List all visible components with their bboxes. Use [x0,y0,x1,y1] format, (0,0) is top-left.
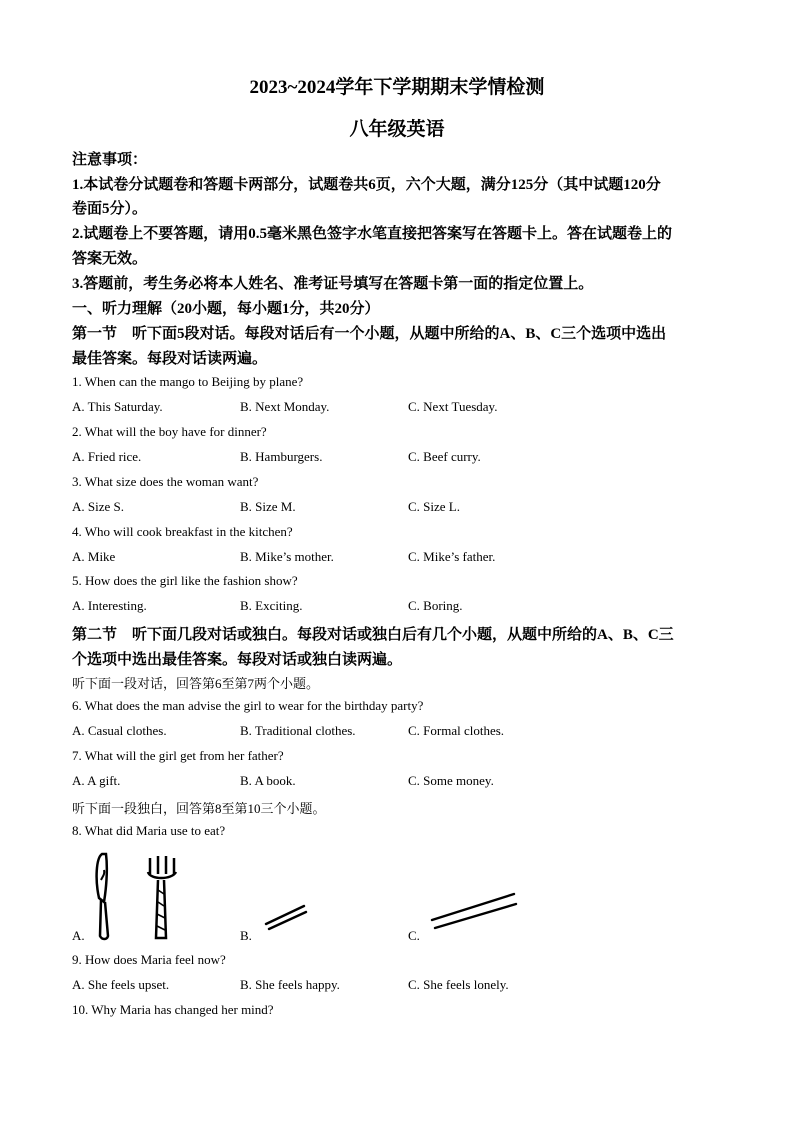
option-a: A. Interesting. [72,598,147,613]
question-text: 10. Why Maria has changed her mind? [72,1002,274,1017]
option-c: C. Size L. [408,499,460,514]
option-a: A. This Saturday. [72,399,163,414]
option-a: A. Mike [72,549,116,564]
option-c: C. Some money. [408,773,494,788]
page-subtitle: 八年级英语 [349,119,445,140]
option-c: C. Boring. [408,598,463,613]
option-a: A. Size S. [72,499,124,514]
question-text: 9. How does Maria feel now? [72,952,226,967]
short-chopsticks-icon [262,900,312,932]
listening-instruction: 听下面一段独白，回答第8至第10三个小题。 [72,801,326,816]
option-b: B. Next Monday. [240,399,330,414]
question-text: 7. What will the girl get from her father? [72,748,284,763]
option-b: B. Hamburgers. [240,449,323,464]
option-b: B. Size M. [240,499,296,514]
question-text: 4. Who will cook breakfast in the kitchen? [72,524,293,539]
option-c: C. Beef curry. [408,449,481,464]
option-a: A. Casual clothes. [72,723,167,738]
section-heading: 第一节 听下面5段对话。每段对话后有一个小题，从题中所给的A、B、C三个选项中选出 [72,326,667,342]
section-heading: 第二节 听下面几段对话或独白。每段对话或独白后有几个小题，从题中所给的A、B、C三 [72,627,674,643]
listening-instruction: 听下面一段对话，回答第6至第7两个小题。 [72,676,320,691]
long-chopsticks-icon [428,888,520,932]
question-text: 6. What does the man advise the girl to wear for the birthday party? [72,698,424,713]
option-c: C. Formal clothes. [408,723,505,738]
option-b: B. Mike’s mother. [240,549,334,564]
option-b: B. Exciting. [240,598,303,613]
note-line: 1.本试卷分试题卷和答题卡两部分，试题卷共6页，六个大题，满分125分（其中试题120分 [72,177,661,193]
knife-and-fork-icon [92,850,187,942]
question-text: 1. When can the mango to Beijing by plane? [72,374,304,389]
question-text: 5. How does the girl like the fashion show? [72,573,298,588]
section-heading: 个选项中选出最佳答案。每段对话或独白读两遍。 [72,652,403,668]
option-b: B. A book. [240,773,296,788]
option-a: A. She feels upset. [72,977,170,992]
option-b: B. Traditional clothes. [240,723,356,738]
option-b: B. She feels happy. [240,977,340,992]
option-b: B. [240,928,252,943]
section-heading: 最佳答案。每段对话读两遍。 [72,351,268,367]
option-c: C. [408,928,420,943]
option-c: C. Mike’s father. [408,549,496,564]
page-title: 2023~2024学年下学期期末学情检测 [249,77,545,98]
note-line: 答案无效。 [72,251,148,267]
note-line: 卷面5分）。 [72,201,148,217]
question-text: 3. What size does the woman want? [72,474,259,489]
option-c: C. She feels lonely. [408,977,509,992]
option-c: C. Next Tuesday. [408,399,498,414]
option-a: A. A gift. [72,773,121,788]
note-line: 2.试题卷上不要答题，请用0.5毫米黑色签字水笔直接把答案写在答题卡上。答在试题卷上的 [72,226,673,242]
notes-heading: 注意事项： [72,152,148,168]
note-line: 3.答题前，考生务必将本人姓名、准考证号填写在答题卡第一面的指定位置上。 [72,276,594,292]
question-text: 2. What will the boy have for dinner? [72,424,267,439]
question-text: 8. What did Maria use to eat? [72,823,226,838]
part-heading: 一、听力理解（20小题，每小题1分，共20分） [72,301,380,317]
option-a: A. Fried rice. [72,449,142,464]
option-a: A. [72,928,85,943]
